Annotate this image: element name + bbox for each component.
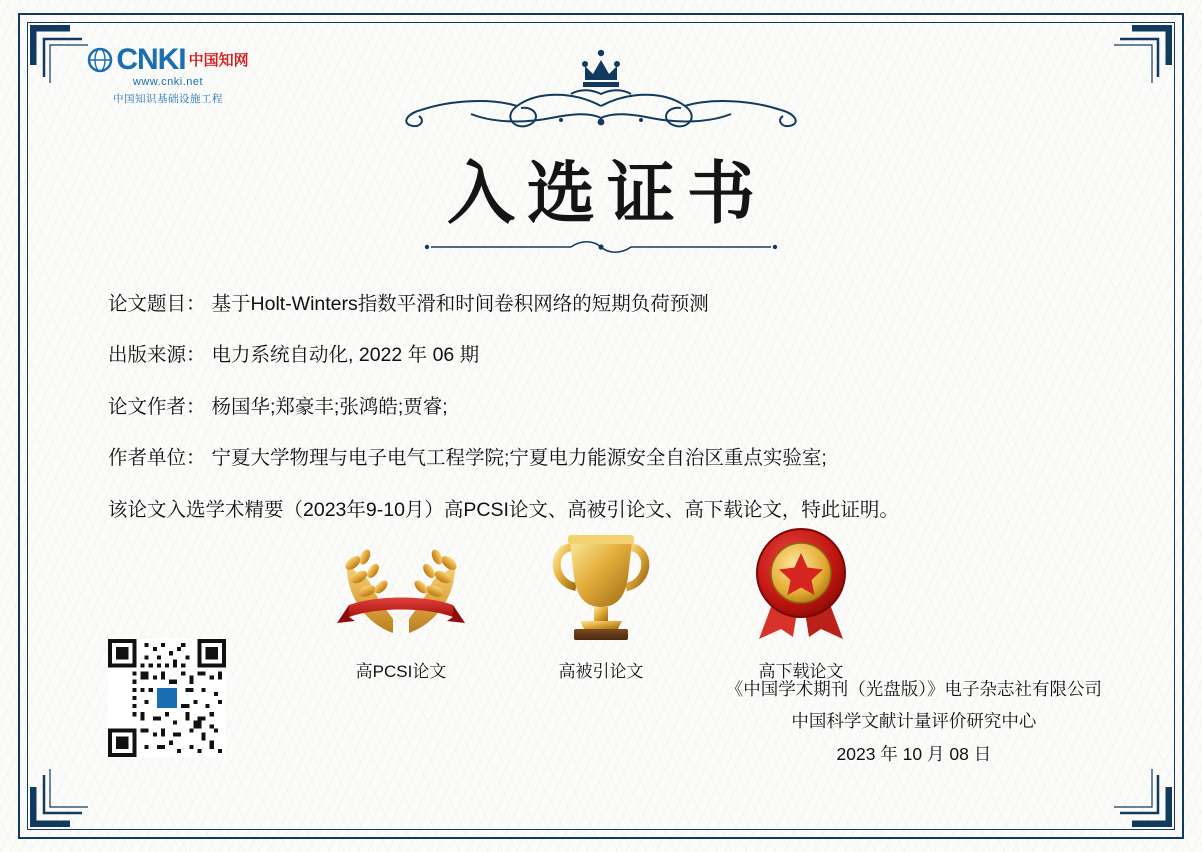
field-source-value: 电力系统自动化, 2022 年 06 期 [211, 344, 480, 367]
award-item-pcsi [326, 525, 476, 682]
cnki-logo-mark [78, 45, 258, 75]
trophy-icon [526, 525, 676, 643]
cnki-brand-cn: 中国知网 [188, 51, 249, 69]
certificate-fields [108, 290, 1112, 526]
laurel-wreath-icon [326, 525, 476, 643]
award-caption-pcsi: 高PCSI论文 [355, 662, 447, 681]
award-item-cited [526, 525, 676, 682]
field-source-label: 出版来源： [108, 344, 206, 367]
cnki-wordmark: CNKI [116, 43, 186, 76]
field-affiliation [108, 444, 1112, 473]
field-paper-title [108, 290, 1112, 319]
award-caption-cited: 高被引论文 [558, 662, 644, 681]
issuer-line-2: 中国科学文献计量评价研究中心 [791, 711, 1037, 732]
cnki-logo [78, 45, 258, 106]
issuer-signature [726, 673, 1102, 770]
field-authors [108, 393, 1112, 422]
cnki-subtitle: 中国知识基础设施工程 [113, 93, 223, 105]
globe-icon [87, 47, 113, 73]
medal-ribbon-icon [726, 525, 876, 643]
qr-code[interactable] [108, 639, 226, 757]
field-authors-label: 论文作者： [108, 395, 206, 418]
title-underline-ornament [421, 238, 781, 256]
field-affiliation-label: 作者单位： [108, 446, 206, 469]
field-paper-title-value: 基于Holt-Winters指数平滑和时间卷积网络的短期负荷预测 [211, 293, 709, 315]
award-item-download [726, 525, 876, 682]
issue-date: 2023 年 10 月 08 日 [836, 743, 992, 764]
field-affiliation-value: 宁夏大学物理与电子电气工程学院;宁夏电力能源安全自治区重点实验室; [211, 446, 827, 469]
certificate-statement: 该论文入选学术精要（2023年9-10月）高PCSI论文、高被引论文、高下载论文，特此证明。 [108, 499, 899, 521]
field-source [108, 341, 1112, 370]
cnki-url: www.cnki.net [132, 76, 204, 88]
field-paper-title-label: 论文题目： [108, 293, 206, 315]
award-caption-download: 高下载论文 [758, 662, 844, 681]
crown-flourish-ornament [321, 48, 881, 153]
issuer-line-1: 《中国学术期刊（光盘版）》电子杂志社有限公司 [725, 678, 1102, 699]
field-authors-value: 杨国华;郑豪丰;张鸿皓;贾睿; [211, 395, 448, 418]
certificate-title: 入选证书 [446, 154, 767, 234]
